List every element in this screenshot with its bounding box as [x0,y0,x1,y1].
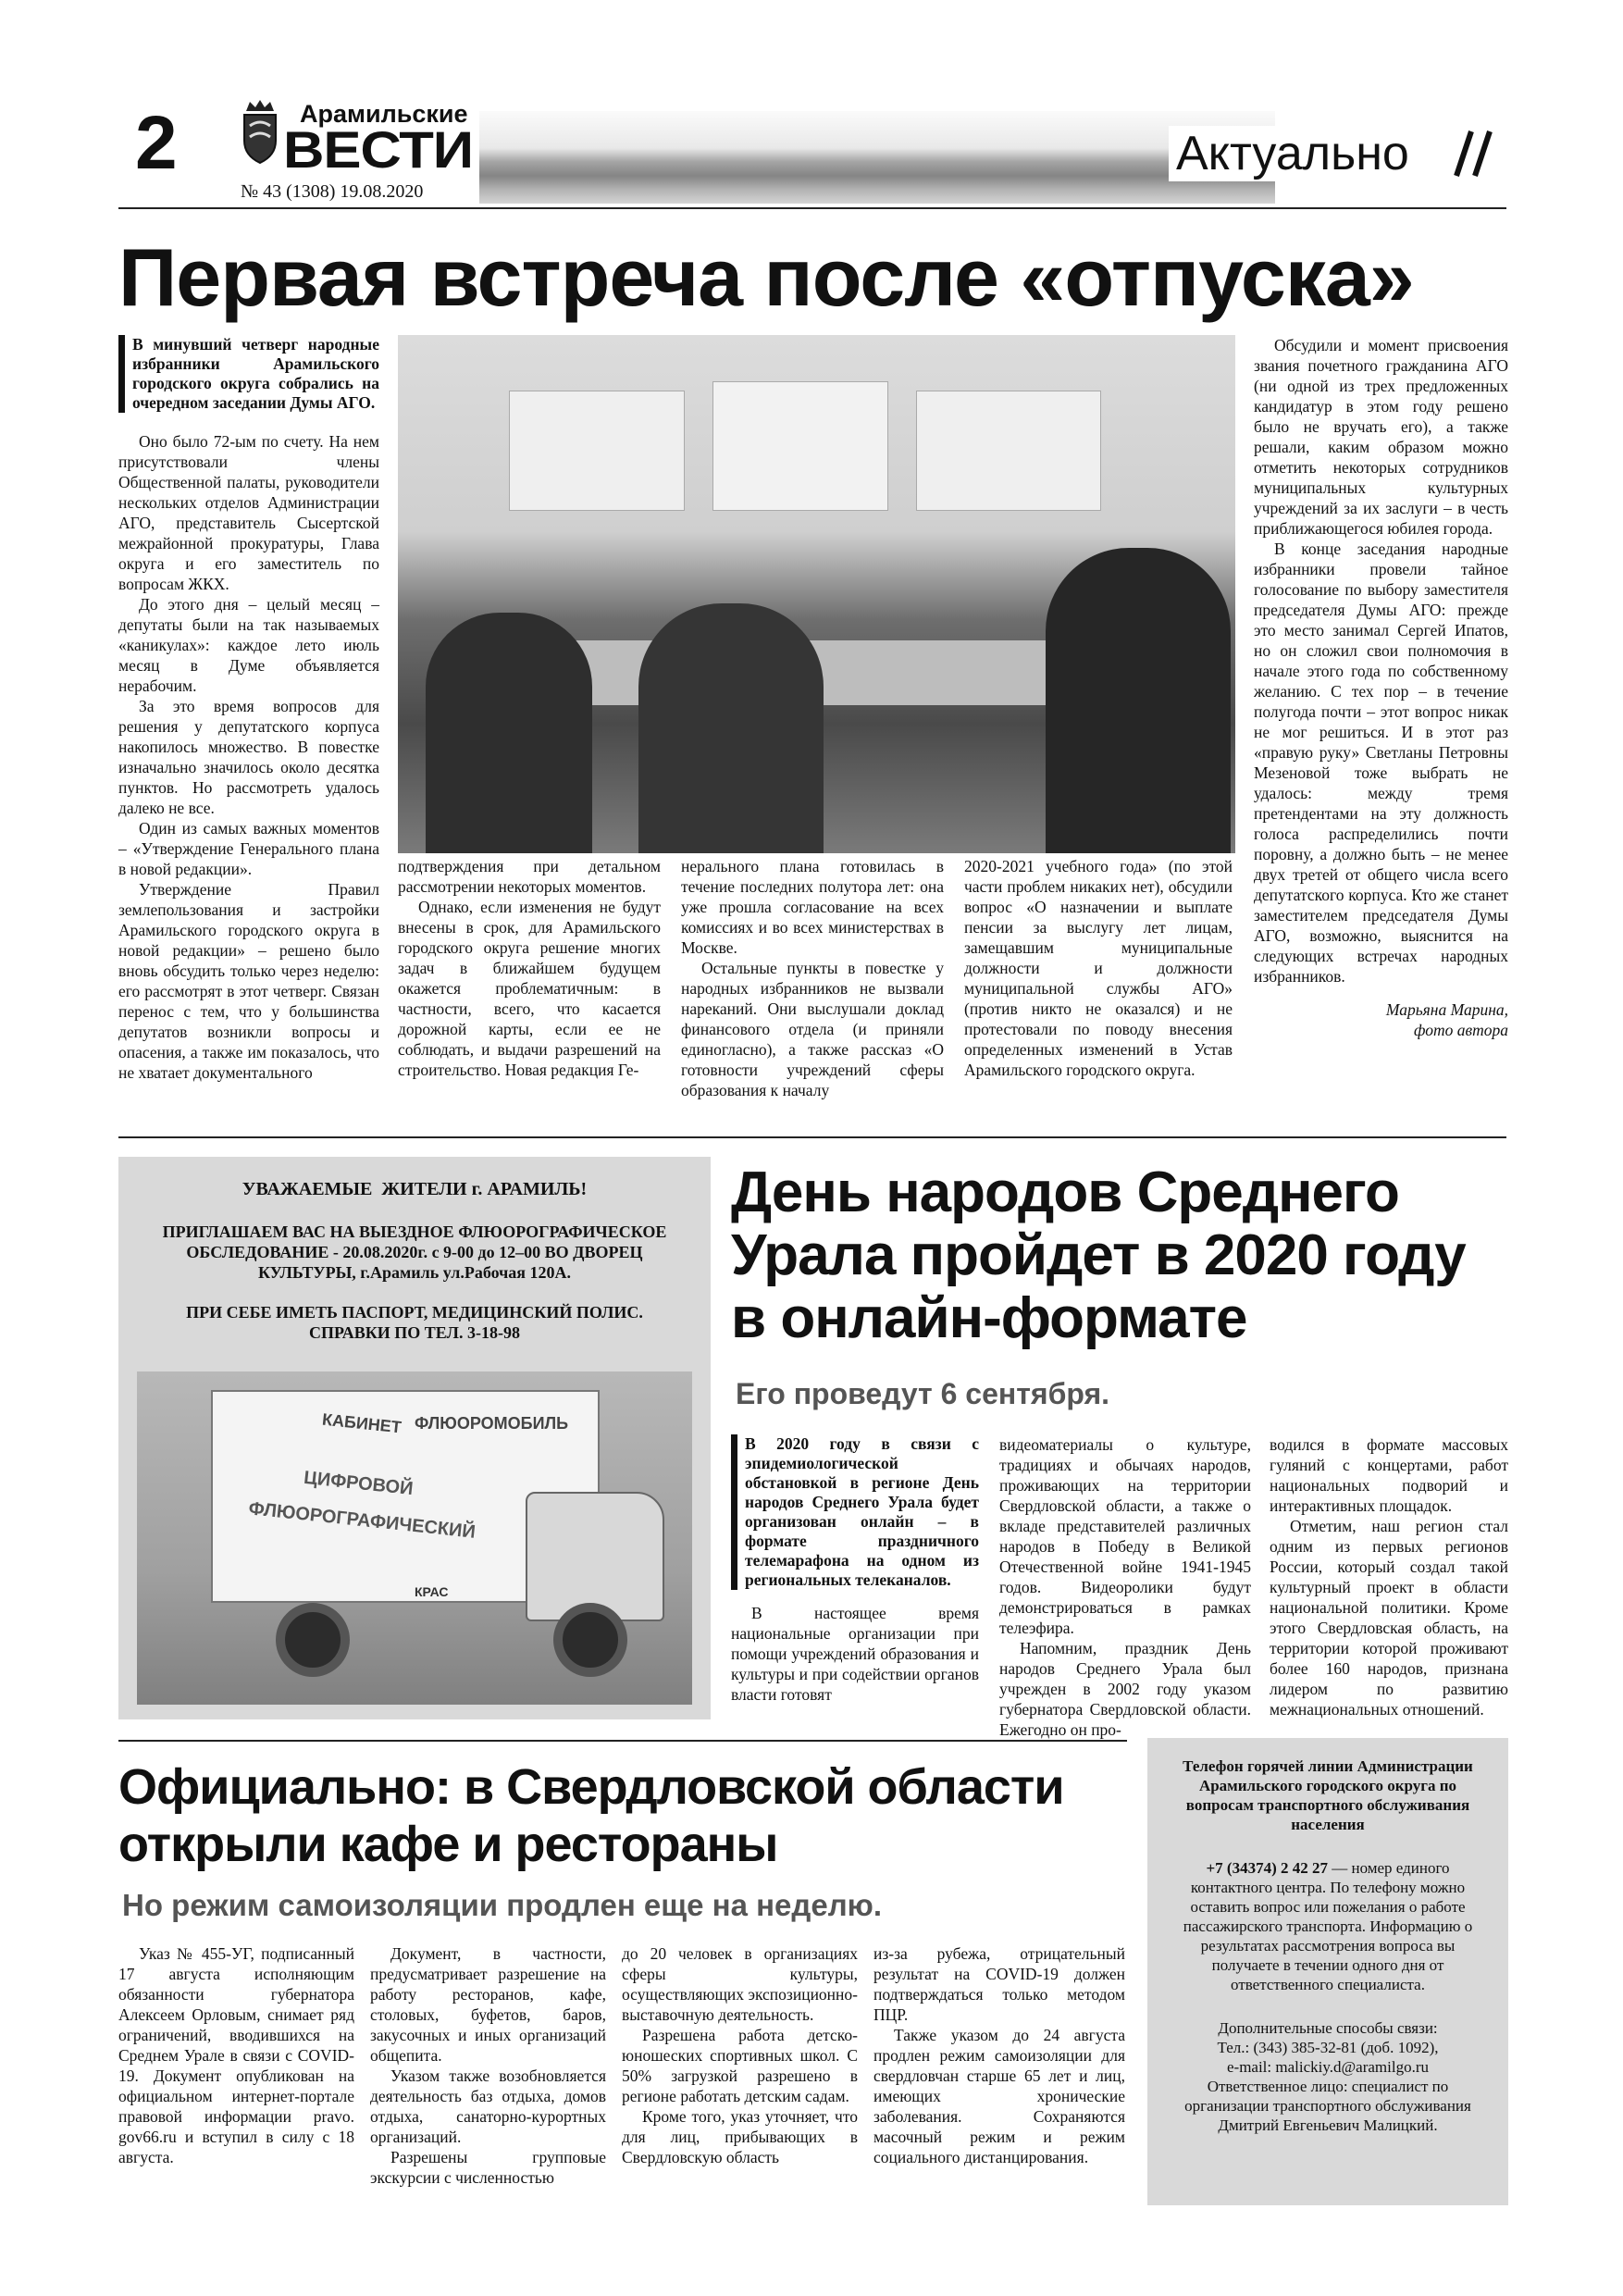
article1-paragraph: В конце заседания народные избранники провели тайное голосование по выбору заместителя председателя Думы АГО: прежде это место занимал Сергей Ипатов, но он сложил свои полномочия в начале этого года по собственному желанию. С тех пор – в течение полугода почти – этот вопрос никак не мог решиться. И в этот раз «правую руку» Светланы Петровны Мезеновой тоже выбрать не удалось: между тремя претендентами на эту должность голоса распределились почти поровну, а должно быть – не менее двух третей от общего числа всего депутатского корпуса. Кто же станет заместителем председателя Думы АГО, возможно, выяснится на следующих встречах народных избранников. [1254,540,1508,986]
article1-title: Первая встреча после «отпуска» [118,231,1414,323]
truck-wheel [553,1603,627,1677]
article1-photo-credit: фото автора [1414,1021,1508,1039]
hotline-body [1170,1858,1486,1994]
article3-paragraph: Также указом до 24 августа продлен режим самоизоляции для свердловчан старше 65 лет и лиц, имеющих хронические заболевания. Сохраняются масочный режим и режим социального дистанцирования. [873,2026,1125,2166]
article2-lead: В 2020 году в связи с эпидемиологической обстановкой в регионе День народов Среднего Урала будет организован онлайн – в формате праздничного телемарафона на одном из региональных телеканалов. [731,1434,979,1590]
article3-paragraph: до 20 человек в организациях сферы культуры, осуществляющих экспозиционно-выставочную деятельность. [622,1944,858,2024]
article1-author: Марьяна Марина, [1385,1000,1508,1019]
article1-paragraph: Оно было 72-ым по счету. На нем присутствовали члены Общественной палаты, руководители нескольких отделов Администрации АГО, представитель Сысертской межрайонной прокуратуры, Глава округа и его заместитель по вопросам ЖКХ. [118,432,379,593]
article3-paragraph: из-за рубежа, отрицательный результат на COVID-19 должен подтверждаться только методом ПЦР. [873,1944,1125,2024]
article1-paragraph: Однако, если изменения не будут внесены в срок, для Арамильского городского округа решение многих задач в ближайшем будущем окажется проблематичным: в частности, всего, что касается дорожной карты, если ее не соблюдать, и выдачи разрешений на строительство. Новая редакция Ге- [398,898,661,1079]
article1-column-5 [1254,335,1508,1040]
hotline-box [1147,1738,1508,2205]
truck-brand: КРАС [415,1584,449,1599]
hotline-phone: +7 (34374) 2 42 27 [1206,1859,1328,1877]
article2-title: День народов Среднего Урала пройдет в 2020 году в онлайн-формате [731,1160,1466,1350]
article1-meeting-photo [398,335,1235,853]
article3-column-4 [873,1943,1125,2167]
article1-paragraph: Обсудили и момент присвоения звания почетного гражданина АГО (ни одной из трех предложенных кандидатур в этом году решено было не вручать его), а также решали, каким образом можно отметить некоторых сотрудников муниципальных культурных учреждений за их заслуги – в честь приближающегося юбилея города. [1254,336,1508,538]
wall-map-1 [509,391,685,511]
ad-heading: УВАЖАЕМЫЕ ЖИТЕЛИ г. АРАМИЛЬ! [242,1179,588,1199]
section-label: Актуально [1169,126,1417,181]
article1-paragraph: 2020-2021 учебного года» (по этой части проблем никаких нет), обсудили вопрос «О назначении и выплате пенсии за выслугу лет лицам, замещавшим муниципальные должности и должности муниципальной службы АГО» (против никто не оказался) и не протестовали по поводу внесения определенных изменений в Устав Арамильского городского округа. [964,857,1233,1079]
article1-paragraph: За это время вопросов для решения у депутатского корпуса накопилось множество. В повестке изначально значилось около десятка пунктов. Но рассмотреть удалось далеко не все. [118,697,379,817]
wall-map-3 [916,391,1101,511]
article1-column-3 [681,856,944,1100]
article2-column-1 [731,1434,979,1705]
masthead-title-main: ВЕСТИ [283,120,473,179]
header-landscape-photo [479,111,1275,204]
article1-paragraph: Утверждение Правил землепользования и застройки Арамильского городского округа в новой редакции» – решено было вновь обсудить только через неделю: его рассмотрят в этот четверг. Связан перенос с тем, что у большинства депутатов возникли вопросы и опасения, а также им показалось, что не хватает документального [118,880,379,1082]
hotline-title: Телефон горячей линии Администрации Арамильского городского округа по вопросам транспортного обслуживания населения [1183,1757,1473,1833]
hotline-email: e-mail: malickiy.d@aramilgo.ru [1226,2058,1429,2076]
truck-label-digital: ЦИФРОВОЙ [303,1467,415,1500]
article3-paragraph: Указом также возобновляется деятельность баз отдыха, домов отдыха, санаторно-курортных организаций. [370,2066,606,2146]
hotline-tel: Тел.: (343) 385-32-81 (доб. 1092), [1217,2039,1439,2056]
article1-column-1 [118,335,379,1083]
article3-paragraph: Указ № 455-УГ, подписанный 17 августа исполняющим обязанности губернатора Алексеем Орловым, снимает ряд ограничений, вводившихся на Среднем Урале в связи с COVID-19. Документ опубликован на официальном интернет-портале правовой информации pravo. gov66.ru и вступил в силу с 18 августа. [118,1944,354,2166]
article1-column-4 [964,856,1233,1080]
article3-paragraph: Кроме того, указ уточняет, что для лиц, прибывающих в Свердловскую область [622,2107,858,2166]
page-number: 2 [135,101,178,185]
hotline-phone-text: — номер единого контактного центра. По телефону можно оставить вопрос или пожелания о работе пассажирского транспорта. Информацию о результатах рассмотрения вопроса вы получаете в течении одного дня от ответственного специалиста. [1183,1859,1473,1993]
issue-number: № 43 (1308) 19.08.2020 [241,181,424,202]
article1-paragraph: нерального плана готовилась в течение последних полутора лет: она уже прошла согласование на всех комиссиях и во всех министерствах в Москве. [681,857,944,957]
article1-column-2 [398,856,661,1080]
truck-label-cabinet: КАБИНЕТ [321,1409,403,1437]
article3-paragraph: Разрешена работа детско-юношеских спортивных школ. С 50% загрузкой разрешено в регионе работать детским садам. [622,2026,858,2105]
article2-paragraph: Напомним, праздник День народов Среднего Урала был учрежден в 2002 году указом губернатора Свердловской области. Ежегодно он про- [999,1639,1251,1739]
truck-label-fluoromobile: ФЛЮОРОМОБИЛЬ [415,1414,569,1433]
article2-paragraph: видеоматериалы о культуре, традициях и обычаях народов, проживающих на территории Свердловской области, а также о вкладе представителей различных народов в Победу в Великой Отечественной войне 1941-1945 годов. Видеоролики будут демонстрироваться в рамках телеэфира. [999,1435,1251,1637]
wall-map-2 [712,381,888,511]
person-silhouette [638,603,824,853]
masthead-title-top: Арамильские [300,100,468,128]
truck-label-fluorographic: ФЛЮОРОГРАФИЧЕСКИЙ [247,1498,477,1543]
article1-bottom-rule [118,1136,1506,1138]
truck-wheel [276,1603,350,1677]
crest-icon [241,98,279,165]
hotline-responsible: Ответственное лицо: специалист по организации транспортного обслуживания Дмитрий Евгеньевич Малицкий. [1184,2078,1471,2134]
header-rule [118,207,1506,209]
ad-body: ПРИГЛАШАЕМ ВАС НА ВЫЕЗДНОЕ ФЛЮОРОГРАФИЧЕСКОЕ ОБСЛЕДОВАНИЕ - 20.08.2020г. с 9-00 до 12–00 ВО ДВОРЕЦ КУЛЬТУРЫ, г.Арамиль ул.Рабочая 120А. [162,1222,667,1282]
article3-column-2 [370,1943,606,2188]
fluorography-ad [118,1157,711,1719]
article3-column-3 [622,1943,858,2167]
article1-paragraph: Один из самых важных моментов – «Утверждение Генерального плана в новой редакции». [118,819,379,878]
page-header [118,93,1506,208]
person-silhouette [1046,548,1231,853]
article2-bottom-rule [118,1740,1127,1742]
ad-phone: СПРАВКИ ПО ТЕЛ. 3-18-98 [309,1323,520,1342]
article2-paragraph: водился в формате массовых гуляний с концертами, работ национальных подворий и интерактивных площадок. [1270,1435,1508,1515]
article3-subtitle: Но режим самоизоляции продлен еще на неделю. [122,1888,883,1922]
person-silhouette [426,613,592,853]
article2-paragraph: В настоящее время национальные организации при помощи учреждений образования и культуры и при содействии органов власти готовят [731,1604,979,1704]
article2-column-2 [999,1434,1251,1740]
article1-paragraph: Остальные пункты в повестке у народных избранников не вызвали нареканий. Они выслушали доклад финансового отдела (и приняли единогласно), а также рассказ «О готовности учреждений сферы образования к началу [681,959,944,1099]
article3-paragraph: Документ, в частности, предусматривает разрешение на работу ресторанов, кафе, столовых, буфетов, баров, закусочных и иных организаций общепита. [370,1944,606,2065]
ad-documents: ПРИ СЕБЕ ИМЕТЬ ПАСПОРТ, МЕДИЦИНСКИЙ ПОЛИС. [186,1303,643,1322]
article1-paragraph: подтверждения при детальном рассмотрении некоторых моментов. [398,857,661,896]
article3-title: Официально: в Свердловской области открыли кафе и рестораны [118,1759,1064,1872]
article1-paragraph: До этого дня – целый месяц – депутаты были на так называемых «каникулах»: каждое лето июль месяц в Думе объявляется нерабочим. [118,595,379,695]
article3-paragraph: Разрешены групповые экскурсии с численностью [370,2148,606,2187]
article2-subtitle: Его проведут 6 сентября. [736,1377,1110,1410]
truck-cab [526,1492,664,1621]
masthead-logo [241,98,279,165]
section-slashes-icon [1451,128,1497,180]
article3-column-1 [118,1943,354,2167]
article2-paragraph: Отметим, наш регион стал одним из первых регионов России, который создал такой культурный проект в области национальной политики. Кроме этого Свердловская область, на территории которой проживают более 160 народов, признана лидером по развитию межнациональных отношений. [1270,1517,1508,1719]
fluoromobile-truck-photo [137,1371,692,1705]
article1-lead: В минувший четверг народные избранники Арамильского городского округа собрались на очередном заседании Думы АГО. [118,335,379,413]
article2-column-3 [1270,1434,1508,1719]
hotline-extra-title: Дополнительные способы связи: [1218,2019,1438,2037]
